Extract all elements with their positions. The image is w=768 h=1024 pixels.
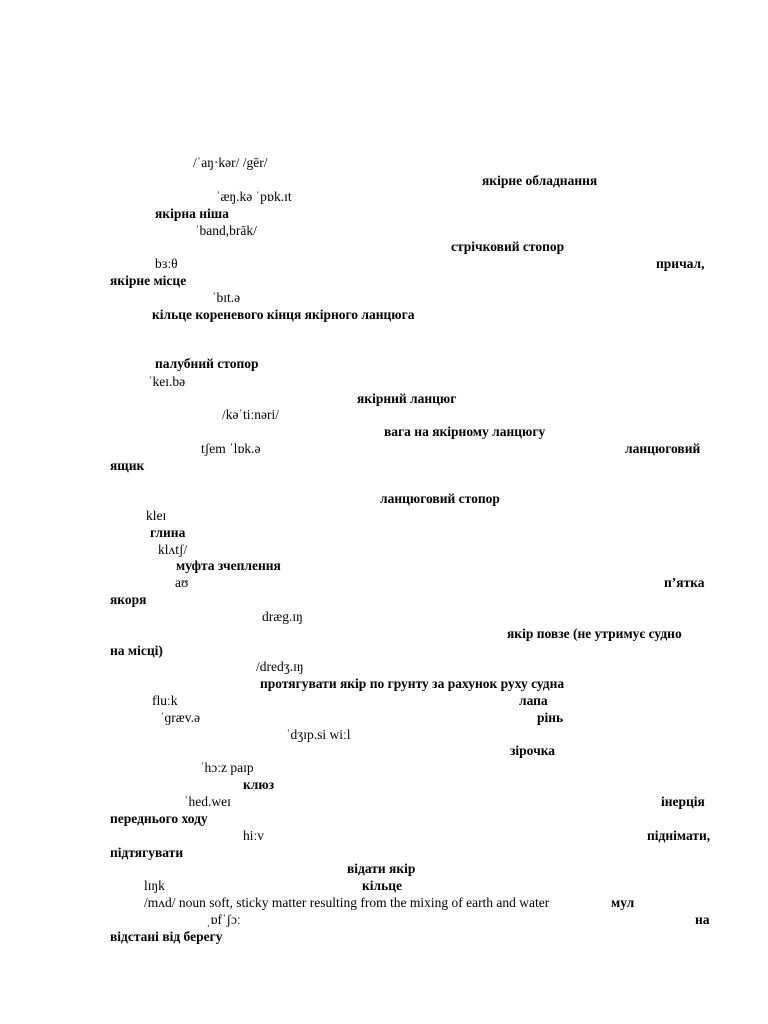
translation: на: [695, 912, 710, 927]
translation: відстані від берегу: [110, 929, 223, 944]
transcription: ˈhed.weɪ: [184, 794, 231, 809]
transcription: ˈkeɪ.bə: [148, 374, 186, 389]
transcription: kleɪ: [146, 508, 167, 523]
translation: причал,: [656, 256, 705, 271]
translation: відати якір: [347, 861, 416, 876]
transcription: /dredʒ.ɪŋ: [256, 659, 304, 674]
transcription: ˈdʒɪp.si wiːl: [286, 727, 351, 742]
translation: якоря: [110, 592, 147, 607]
translation: кільце кореневого кінця якірного ланцюга: [152, 307, 415, 322]
transcription: klʌtʃ/: [158, 542, 188, 557]
transcription: ˈhɔːz paɪp: [200, 760, 254, 775]
translation: якірна ніша: [155, 206, 229, 221]
translation: вага на якірному ланцюгу: [384, 424, 546, 439]
translation: ланцюговий стопор: [380, 491, 500, 506]
translation: якірне обладнання: [482, 173, 598, 188]
transcription: dræg.ɪŋ: [262, 609, 303, 624]
translation: лапа: [519, 693, 548, 708]
transcription: lɪŋk: [144, 878, 165, 893]
translation: ланцюговий: [625, 441, 701, 456]
translation: мул: [611, 895, 635, 910]
translation: палубний стопор: [155, 356, 259, 371]
transcription: aʊ: [175, 575, 189, 590]
translation: зірочка: [510, 743, 556, 758]
translation: п’ятка: [664, 575, 705, 590]
translation: протягувати якір по грунту за рахунок руху судна: [260, 676, 565, 691]
translation: якірний ланцюг: [357, 391, 457, 406]
transcription: tʃem ˈlɒk.ə: [201, 441, 261, 456]
translation: на місці): [110, 643, 163, 658]
transcription: /ˈaŋ·kər/ /gēr/: [193, 155, 268, 170]
translation: стрічковий стопор: [451, 239, 565, 254]
translation: інерція: [661, 794, 705, 809]
translation: піднімати,: [647, 828, 711, 843]
translation: якір повзе (не утримує судно: [507, 626, 682, 641]
transcription: /mʌd/ noun soft, sticky matter resulting from the mixing of earth and water: [144, 895, 550, 910]
translation: кільце: [362, 878, 403, 893]
translation: рінь: [537, 710, 564, 725]
translation: підтягувати: [110, 845, 184, 860]
transcription: /kəˈtiːnəri/: [222, 407, 279, 422]
transcription: ˈband,brāk/: [195, 223, 257, 238]
translation: клюз: [243, 777, 275, 792]
translation: переднього ходу: [110, 811, 208, 826]
translation: ящик: [110, 458, 145, 473]
transcription: hiːv: [243, 828, 265, 843]
translation: муфта зчеплення: [176, 558, 281, 573]
transcription: bɜːθ: [155, 256, 178, 271]
transcription: ˈæŋ.kə ˈpɒk.ɪt: [216, 189, 292, 204]
transcription: fluːk: [152, 693, 178, 708]
transcription: ˈbɪt.ə: [212, 290, 241, 305]
transcription: ˈɡræv.ə: [160, 710, 200, 725]
translation: глина: [150, 525, 186, 540]
transcription: ˌɒfˈʃɔː: [206, 912, 241, 927]
translation: якірне місце: [110, 273, 187, 288]
